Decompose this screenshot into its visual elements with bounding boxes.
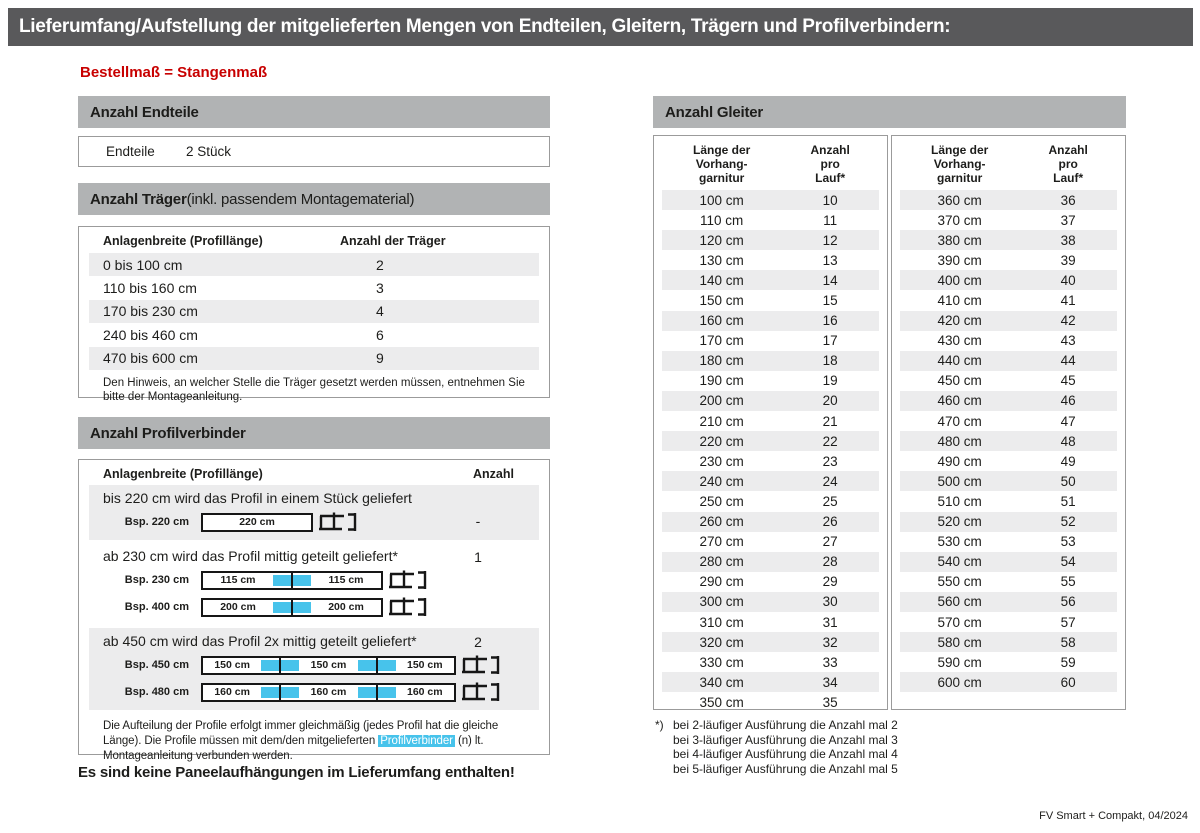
gleiter-col1-header: Länge der Vorhang- garnitur	[930, 143, 989, 185]
section-header-endteile-label: Anzahl Endteile	[90, 103, 199, 121]
gleiter-count-cell: 49	[1060, 453, 1076, 469]
profile-segment-label: 200 cm	[220, 601, 256, 613]
gleiter-length-cell: 190 cm	[699, 373, 744, 389]
gleiter-length-cell: 350 cm	[699, 694, 744, 710]
gleiter-length-cell: 320 cm	[699, 634, 744, 650]
table-row	[900, 311, 1117, 331]
profil-count: 1	[474, 549, 482, 565]
gleiter-length-cell: 220 cm	[699, 433, 744, 449]
gleiter-count-cell: 52	[1060, 514, 1076, 530]
gleiter-length-cell: 600 cm	[937, 674, 982, 690]
profile-segment-label: 115 cm	[220, 574, 256, 586]
gleiter-length-cell: 110 cm	[700, 212, 744, 228]
gleiter-count-cell: 29	[822, 574, 838, 590]
order-size-note: Bestellmaß = Stangenmaß	[80, 64, 268, 81]
gleiter-table-1	[662, 190, 879, 712]
gleiter-count-cell: 54	[1060, 554, 1076, 570]
table-row	[900, 190, 1117, 210]
profil-section	[89, 543, 539, 625]
gleiter-length-cell: 280 cm	[699, 554, 744, 570]
traeger-range-cell: 110 bis 160 cm	[103, 280, 197, 297]
paneel-note: Es sind keine Paneelaufhängungen im Lieferumfang enthalten!	[78, 764, 515, 781]
gleiter-count-cell: 56	[1060, 594, 1076, 610]
endteile-label: Endteile	[106, 144, 155, 159]
right-column	[653, 96, 1126, 776]
endteile-value: 2 Stück	[186, 144, 232, 159]
gleiter-count-cell: 57	[1060, 614, 1076, 630]
gleiter-length-cell: 490 cm	[937, 453, 982, 469]
profile-example-row	[89, 594, 539, 620]
gleiter-count-cell: 45	[1060, 373, 1076, 389]
gleiter-length-cell: 590 cm	[937, 654, 982, 670]
section-header-traeger	[78, 183, 550, 215]
table-row	[900, 652, 1117, 672]
table-row	[900, 431, 1117, 451]
profil-sections	[89, 485, 539, 710]
profilverbinder-col2-header: Anzahl	[473, 466, 514, 481]
gleiter-length-cell: 100 cm	[699, 192, 744, 208]
gleiter-table-2	[900, 190, 1117, 692]
gleiter-length-cell: 240 cm	[699, 473, 744, 489]
table-row	[900, 210, 1117, 230]
gleiter-count-cell: 18	[822, 353, 838, 369]
example-label: Bsp. 230 cm	[124, 574, 189, 586]
profilverbinder-table-header	[89, 462, 539, 485]
profilverbinder-col1-header: Anlagenbreite (Profillänge)	[103, 466, 263, 481]
gleiter-count-cell: 12	[822, 232, 838, 248]
profilverbinder-note-highlight: Profilverbinder	[380, 735, 453, 747]
table-row	[900, 331, 1117, 351]
table-row	[662, 632, 879, 652]
gleiter-count-cell: 55	[1060, 574, 1076, 590]
profile-bar-diagram	[201, 598, 383, 617]
profilverbinder-note-part1: Die Aufteilung der Profile erfolgt immer gleichmäßig (jedes Profil hat die gleiche Länge). Die Profile müssen mit dem/den mitgelieferten	[103, 720, 499, 747]
profile-bar-diagram	[201, 513, 313, 532]
example-label: Bsp. 450 cm	[124, 659, 189, 671]
profile-segment-label: 160 cm	[214, 686, 250, 698]
table-row	[900, 391, 1117, 411]
gleiter-count-cell: 48	[1060, 433, 1076, 449]
profil-rule-text: ab 450 cm wird das Profil 2x mittig geteilt geliefert*	[103, 633, 417, 649]
section-header-gleiter-label: Anzahl Gleiter	[665, 103, 764, 121]
gleiter-length-cell: 340 cm	[699, 674, 744, 690]
table-row	[900, 672, 1117, 692]
gleiter-count-cell: 31	[822, 614, 838, 630]
table-row	[662, 371, 879, 391]
table-row	[662, 431, 879, 451]
gleiter-count-cell: 10	[822, 192, 838, 208]
profile-connector	[273, 602, 311, 613]
table-row	[900, 592, 1117, 612]
profile-segment-label: 160 cm	[407, 686, 443, 698]
section-header-endteile	[78, 96, 550, 128]
gleiter-length-cell: 230 cm	[699, 453, 744, 469]
profile-cross-section-glyph	[388, 568, 428, 592]
table-row	[662, 411, 879, 431]
gleiter-length-cell: 400 cm	[937, 272, 982, 288]
gleiter-length-cell: 270 cm	[699, 534, 744, 550]
table-row	[900, 250, 1117, 270]
gleiter-col1-header: Länge der Vorhang- garnitur	[692, 143, 751, 185]
gleiter-length-cell: 310 cm	[699, 614, 744, 630]
table-row	[662, 692, 879, 712]
traeger-range-cell: 470 bis 600 cm	[103, 350, 198, 367]
gleiter-count-cell: 24	[822, 473, 838, 489]
footnote-text: bei 4-läufiger Ausführung die Anzahl mal 4	[673, 747, 898, 761]
table-row	[900, 532, 1117, 552]
gleiter-count-cell: 17	[822, 333, 838, 349]
gleiter-col2-header: Anzahl pro Lauf*	[1048, 143, 1088, 185]
gleiter-length-cell: 480 cm	[937, 433, 982, 449]
traeger-count-cell: 4	[376, 303, 384, 320]
profile-bar-diagram	[201, 656, 456, 675]
gleiter-length-cell: 390 cm	[937, 252, 982, 268]
gleiter-length-cell: 380 cm	[937, 232, 982, 248]
gleiter-length-cell: 570 cm	[937, 614, 982, 630]
section-header-gleiter	[653, 96, 1126, 128]
gleiter-length-cell: 420 cm	[937, 313, 982, 329]
table-row	[662, 311, 879, 331]
profil-rule-text: ab 230 cm wird das Profil mittig geteilt geliefert*	[103, 548, 398, 564]
table-row	[900, 230, 1117, 250]
table-row	[662, 451, 879, 471]
profilverbinder-note-part2: (n) lt. Montageanleitung verbunden werden.	[103, 735, 484, 762]
traeger-rows	[89, 253, 539, 370]
gleiter-length-cell: 550 cm	[937, 574, 982, 590]
table-row	[900, 552, 1117, 572]
table-row	[662, 210, 879, 230]
left-column	[78, 96, 550, 781]
gleiter-count-cell: 46	[1060, 393, 1076, 409]
traeger-col1-header: Anlagenbreite (Profillänge)	[103, 234, 263, 248]
profil-section	[89, 485, 539, 540]
table-row	[662, 331, 879, 351]
profile-cross-section-icon	[461, 680, 501, 704]
profile-segment-label: 160 cm	[310, 686, 347, 698]
profile-cross-section-glyph	[318, 510, 358, 534]
traeger-count-cell: 9	[376, 350, 384, 367]
table-row	[662, 652, 879, 672]
section-header-traeger-rest: (inkl. passendem Montagematerial)	[186, 190, 415, 208]
table-row	[900, 351, 1117, 371]
profile-segment-label: 220 cm	[239, 516, 275, 528]
gleiter-col2-header: Anzahl pro Lauf*	[810, 143, 850, 185]
profile-example-row	[89, 567, 539, 593]
gleiter-length-cell: 360 cm	[937, 192, 982, 208]
gleiter-count-cell: 39	[1060, 252, 1076, 268]
gleiter-length-cell: 210 cm	[699, 413, 744, 429]
gleiter-count-cell: 40	[1060, 272, 1076, 288]
table-row	[900, 371, 1117, 391]
footnote-text: bei 3-läufiger Ausführung die Anzahl mal 3	[673, 732, 898, 747]
footnote-line	[653, 762, 1126, 777]
profile-segment-label: 150 cm	[310, 659, 347, 671]
gleiter-length-cell: 150 cm	[699, 293, 744, 309]
gleiter-count-cell: 50	[1060, 473, 1076, 489]
gleiter-table-left-header	[662, 143, 879, 185]
footnote-line	[653, 747, 1126, 762]
gleiter-count-cell: 28	[822, 554, 838, 570]
example-label: Bsp. 220 cm	[124, 516, 189, 528]
gleiter-count-cell: 11	[823, 212, 838, 228]
table-row	[900, 411, 1117, 431]
profile-connector	[261, 687, 299, 698]
profile-cross-section-glyph	[461, 680, 501, 704]
footnote-text: bei 2-läufiger Ausführung die Anzahl mal 2	[673, 718, 898, 732]
gleiter-count-cell: 47	[1060, 413, 1076, 429]
traeger-note: Den Hinweis, an welcher Stelle die Träger gesetzt werden müssen, entnehmen Sie bitte der Montageanleitung.	[103, 376, 525, 403]
traeger-range-cell: 0 bis 100 cm	[103, 256, 183, 273]
profile-segment-label: 150 cm	[214, 659, 250, 671]
gleiter-count-cell: 59	[1060, 654, 1076, 670]
gleiter-length-cell: 290 cm	[699, 574, 744, 590]
table-row	[900, 632, 1117, 652]
gleiter-count-cell: 22	[822, 433, 838, 449]
gleiter-length-cell: 200 cm	[699, 393, 744, 409]
gleiter-length-cell: 250 cm	[699, 493, 744, 509]
profilverbinder-note	[89, 713, 539, 764]
document-version: FV Smart + Compakt, 04/2024	[1039, 810, 1188, 822]
gleiter-count-cell: 27	[822, 534, 838, 550]
section-header-profilverbinder-label: Anzahl Profilverbinder	[90, 424, 246, 442]
table-row	[662, 592, 879, 612]
traeger-range-cell: 170 bis 230 cm	[103, 303, 198, 320]
gleiter-length-cell: 460 cm	[937, 393, 982, 409]
gleiter-length-cell: 520 cm	[937, 514, 982, 530]
gleiter-count-cell: 14	[822, 272, 838, 288]
table-row	[662, 290, 879, 310]
traeger-col2-header: Anzahl der Träger	[340, 234, 446, 248]
profile-cross-section-icon	[318, 510, 358, 534]
gleiter-length-cell: 440 cm	[937, 353, 982, 369]
gleiter-length-cell: 160 cm	[699, 313, 744, 329]
traeger-table	[78, 226, 550, 403]
gleiter-count-cell: 23	[822, 453, 838, 469]
profil-count: 2	[474, 634, 482, 650]
profil-count: -	[475, 513, 481, 529]
footnote-text: bei 5-läufiger Ausführung die Anzahl mal 5	[673, 761, 898, 776]
table-row	[900, 270, 1117, 290]
profil-rule-text: bis 220 cm wird das Profil in einem Stück geliefert	[103, 490, 412, 506]
profile-segment-label: 115 cm	[328, 574, 364, 586]
table-row	[89, 347, 539, 370]
gleiter-length-cell: 300 cm	[699, 594, 744, 610]
profile-connector	[273, 575, 311, 586]
table-row	[662, 270, 879, 290]
gleiter-tables	[653, 135, 1126, 710]
profile-cross-section-glyph	[388, 595, 428, 619]
footnote-line	[653, 733, 1126, 748]
table-row	[662, 391, 879, 411]
table-row	[662, 572, 879, 592]
table-row	[900, 451, 1117, 471]
gleiter-count-cell: 58	[1060, 634, 1076, 650]
profile-cross-section-icon	[388, 568, 428, 592]
profil-section	[89, 628, 539, 710]
profile-example-row	[89, 652, 539, 678]
gleiter-count-cell: 38	[1060, 232, 1076, 248]
gleiter-count-cell: 34	[822, 674, 838, 690]
section-header-profilverbinder	[78, 417, 550, 449]
table-row	[662, 230, 879, 250]
profile-segment-label: 150 cm	[407, 659, 443, 671]
gleiter-count-cell: 32	[822, 634, 838, 650]
gleiter-length-cell: 370 cm	[937, 212, 982, 228]
gleiter-count-cell: 44	[1060, 353, 1076, 369]
gleiter-count-cell: 51	[1060, 493, 1076, 509]
profile-bar-diagram	[201, 571, 383, 590]
table-row	[900, 471, 1117, 491]
profile-cross-section-icon	[461, 653, 501, 677]
gleiter-length-cell: 120 cm	[699, 232, 744, 248]
footnote-marker	[653, 747, 673, 762]
profile-connector	[358, 687, 396, 698]
profilverbinder-table	[78, 459, 550, 762]
gleiter-count-cell: 13	[822, 252, 838, 268]
gleiter-count-cell: 60	[1060, 674, 1076, 690]
traeger-range-cell: 240 bis 460 cm	[103, 326, 198, 343]
footnote-line	[653, 718, 1126, 733]
gleiter-length-cell: 530 cm	[937, 534, 982, 550]
table-row	[662, 672, 879, 692]
profile-connector	[358, 660, 396, 671]
footnote-marker: *)	[655, 718, 664, 732]
table-row	[89, 300, 539, 323]
table-row	[662, 491, 879, 511]
gleiter-length-cell: 260 cm	[699, 514, 744, 530]
gleiter-length-cell: 180 cm	[699, 353, 744, 369]
gleiter-length-cell: 430 cm	[937, 333, 982, 349]
profile-example-row	[89, 679, 539, 705]
table-row	[662, 512, 879, 532]
table-row	[900, 572, 1117, 592]
gleiter-table-left	[653, 135, 888, 710]
gleiter-length-cell: 580 cm	[937, 634, 982, 650]
table-row	[900, 512, 1117, 532]
example-label: Bsp. 480 cm	[124, 686, 189, 698]
gleiter-count-cell: 25	[822, 493, 838, 509]
gleiter-count-cell: 16	[822, 313, 838, 329]
gleiter-count-cell: 43	[1060, 333, 1076, 349]
example-label: Bsp. 400 cm	[124, 601, 189, 613]
gleiter-count-cell: 37	[1060, 212, 1076, 228]
table-row	[662, 351, 879, 371]
section-header-traeger-bold: Anzahl Träger	[90, 190, 187, 208]
table-row	[900, 612, 1117, 632]
table-row	[89, 323, 539, 346]
table-row	[662, 532, 879, 552]
gleiter-length-cell: 330 cm	[699, 654, 744, 670]
gleiter-count-cell: 42	[1060, 313, 1076, 329]
table-row	[662, 190, 879, 210]
gleiter-table-right-header	[900, 143, 1117, 185]
traeger-count-cell: 2	[376, 256, 384, 273]
gleiter-count-cell: 36	[1060, 192, 1076, 208]
gleiter-count-cell: 19	[822, 373, 838, 389]
gleiter-count-cell: 15	[822, 293, 838, 309]
page-title: Lieferumfang/Aufstellung der mitgelieferten Mengen von Endteilen, Gleitern, Trägern und Profilverbindern:	[8, 8, 1193, 46]
table-row	[662, 612, 879, 632]
gleiter-length-cell: 130 cm	[699, 252, 744, 268]
endteile-table	[78, 136, 550, 167]
gleiter-count-cell: 35	[822, 694, 838, 710]
table-row	[662, 471, 879, 491]
gleiter-length-cell: 410 cm	[937, 293, 982, 309]
gleiter-count-cell: 20	[822, 393, 838, 409]
profile-bar-diagram	[201, 683, 456, 702]
profile-segment-label: 200 cm	[328, 601, 364, 613]
traeger-count-cell: 6	[376, 326, 384, 343]
gleiter-length-cell: 510 cm	[937, 493, 982, 509]
gleiter-table-right	[891, 135, 1126, 710]
gleiter-count-cell: 53	[1060, 534, 1076, 550]
profile-cross-section-icon	[388, 595, 428, 619]
gleiter-count-cell: 30	[822, 594, 838, 610]
traeger-table-header	[89, 229, 539, 253]
table-row	[900, 491, 1117, 511]
table-row	[900, 290, 1117, 310]
gleiter-length-cell: 450 cm	[937, 373, 982, 389]
profile-connector	[261, 660, 299, 671]
footnote-marker	[653, 733, 673, 748]
gleiter-length-cell: 470 cm	[937, 413, 982, 429]
gleiter-footnotes	[653, 718, 1126, 776]
table-row	[662, 552, 879, 572]
profile-cross-section-glyph	[461, 653, 501, 677]
gleiter-length-cell: 140 cm	[699, 272, 744, 288]
table-row	[89, 276, 539, 299]
gleiter-count-cell: 33	[822, 654, 838, 670]
gleiter-length-cell: 560 cm	[937, 594, 982, 610]
traeger-count-cell: 3	[376, 280, 384, 297]
gleiter-count-cell: 21	[822, 413, 838, 429]
gleiter-length-cell: 540 cm	[937, 554, 982, 570]
footnote-marker	[653, 762, 673, 777]
gleiter-length-cell: 170 cm	[699, 333, 744, 349]
table-row	[662, 250, 879, 270]
gleiter-count-cell: 26	[822, 514, 838, 530]
gleiter-count-cell: 41	[1060, 293, 1076, 309]
table-row	[89, 253, 539, 276]
gleiter-length-cell: 500 cm	[937, 473, 982, 489]
